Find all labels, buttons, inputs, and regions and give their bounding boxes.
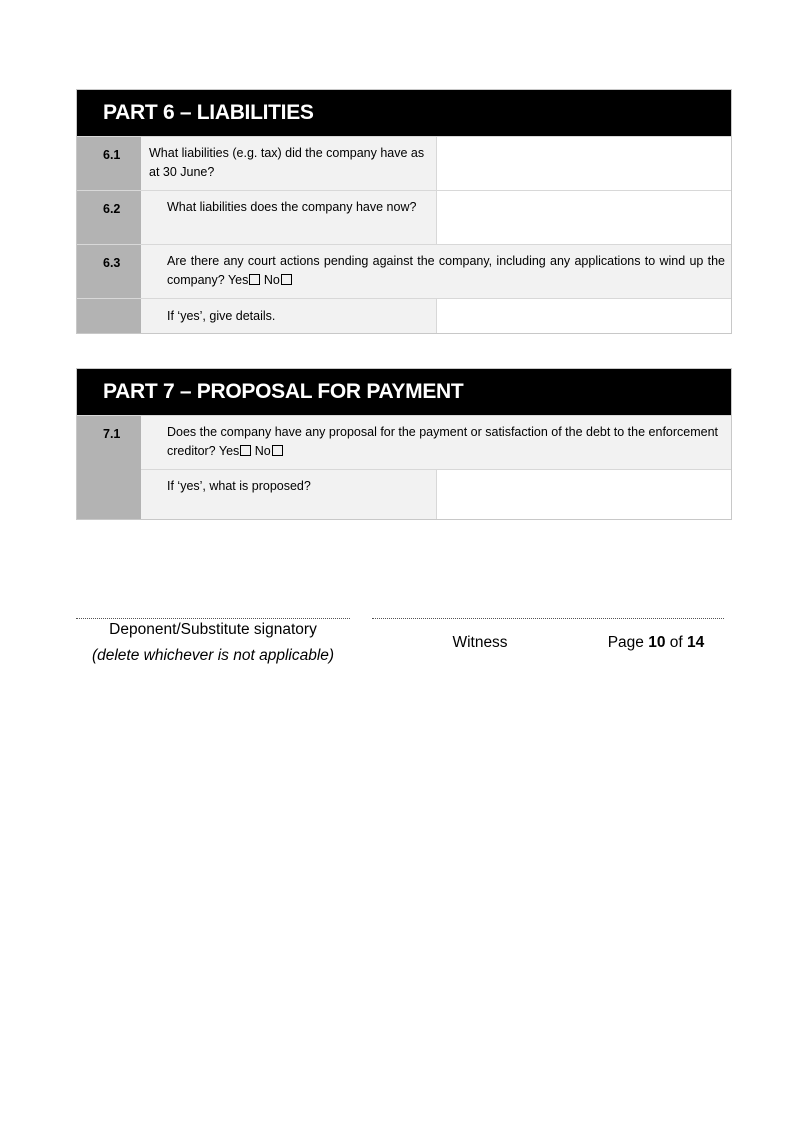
question-number: 6.3 xyxy=(77,245,141,298)
question-row-6-3-details xyxy=(77,298,731,333)
deponent-signature-line[interactable] xyxy=(76,618,350,619)
no-label: No xyxy=(254,443,271,458)
yes-label: Yes xyxy=(227,272,249,287)
part-7-title: PART 7 – PROPOSAL FOR PAYMENT xyxy=(77,369,731,415)
question-row-6-1 xyxy=(77,136,731,190)
number-cell-empty xyxy=(77,299,141,333)
details-prompt: If ‘yes’, give details. xyxy=(141,299,437,333)
answer-field-6-2[interactable] xyxy=(437,191,731,244)
yes-checkbox[interactable] xyxy=(240,445,251,456)
question-text-block xyxy=(141,245,731,298)
page-current: 10 xyxy=(648,634,666,651)
page-prefix: Page xyxy=(607,634,644,651)
part-6-title: PART 6 – LIABILITIES xyxy=(77,90,731,136)
question-row-6-2 xyxy=(77,190,731,244)
witness-signature-line[interactable] xyxy=(372,618,724,619)
yes-checkbox[interactable] xyxy=(249,274,260,285)
witness-label: Witness xyxy=(452,634,508,651)
part-7-section xyxy=(76,368,732,520)
answer-field-6-3-details[interactable] xyxy=(437,299,731,333)
question-number: 7.1 xyxy=(77,415,141,519)
page-number xyxy=(596,634,716,652)
question-text: Does the company have any proposal for the payment or satisfaction of the debt to the enforcement creditor? xyxy=(167,425,719,458)
question-number: 6.2 xyxy=(77,191,141,244)
question-row-7-1 xyxy=(77,415,731,519)
no-checkbox[interactable] xyxy=(281,274,292,285)
details-prompt: If ‘yes’, what is proposed? xyxy=(141,470,437,519)
page-of: of xyxy=(669,634,683,651)
question-row-6-3 xyxy=(77,244,731,298)
answer-field-6-1[interactable] xyxy=(437,137,731,190)
deponent-note: (delete whichever is not applicable) xyxy=(91,647,335,664)
page-total: 14 xyxy=(687,634,705,651)
deponent-label: Deponent/Substitute signatory xyxy=(109,621,317,638)
no-checkbox[interactable] xyxy=(272,445,283,456)
yes-label: Yes xyxy=(218,443,240,458)
question-number: 6.1 xyxy=(77,137,141,190)
no-label: No xyxy=(263,272,280,287)
question-text: What liabilities (e.g. tax) did the company have as at 30 June? xyxy=(141,137,437,190)
question-text-block xyxy=(141,416,731,469)
part-6-section xyxy=(76,89,732,334)
question-text: What liabilities does the company have now? xyxy=(141,191,437,244)
question-text: Are there any court actions pending against the company, including any applications to wind up the company? xyxy=(167,254,725,287)
answer-field-7-1-details[interactable] xyxy=(437,470,731,519)
